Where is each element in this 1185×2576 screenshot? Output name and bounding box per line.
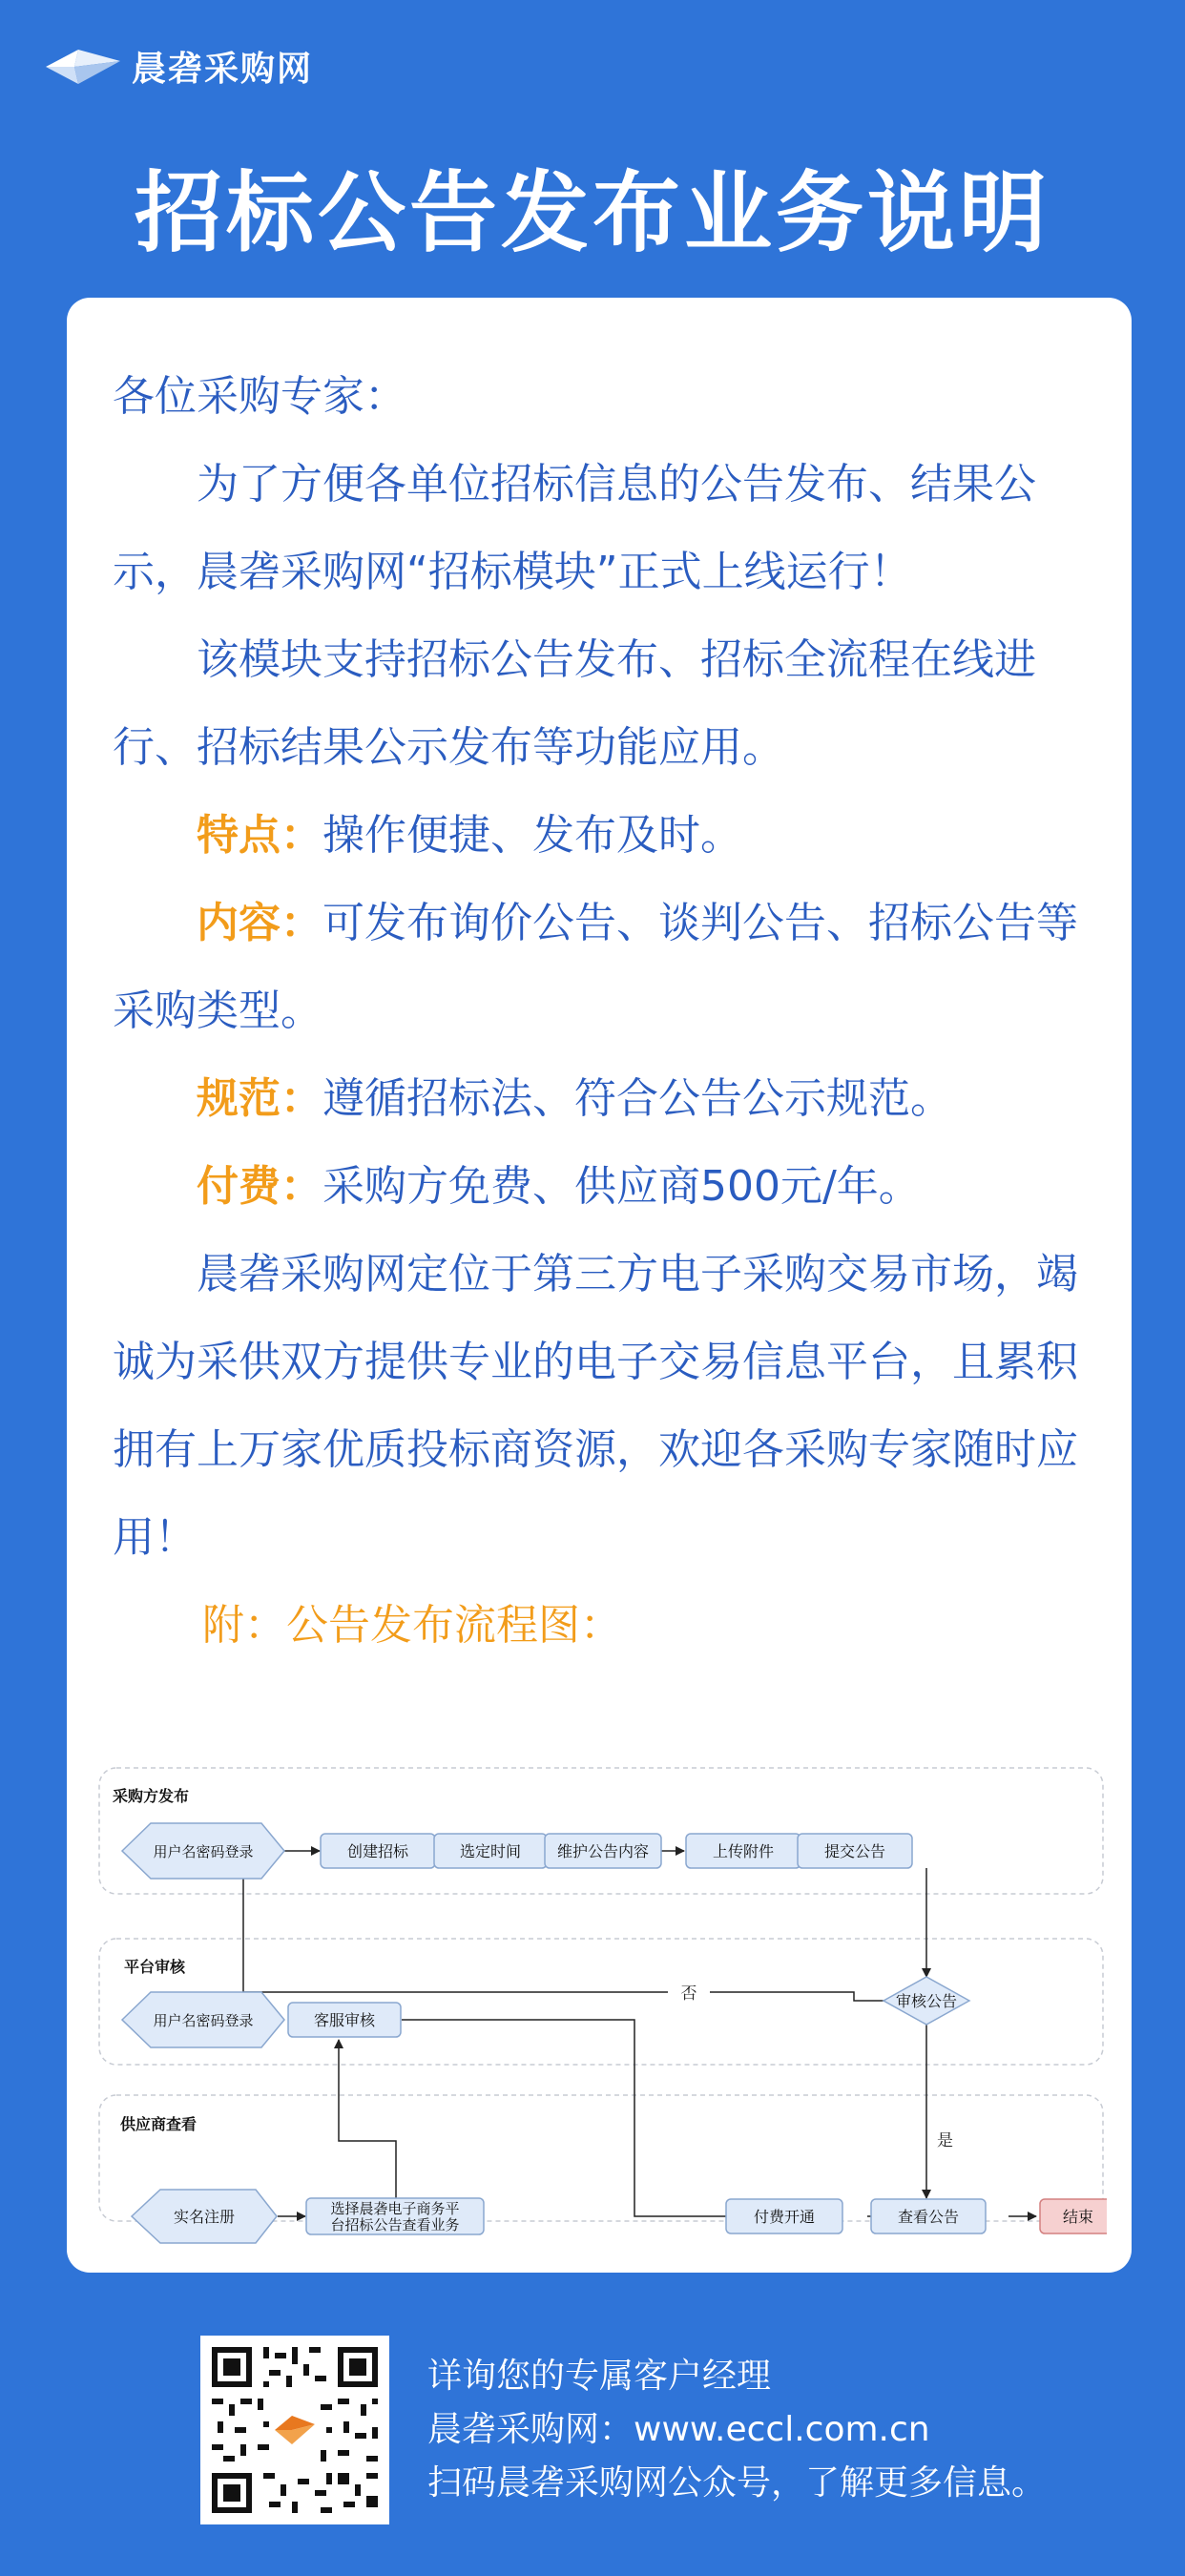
node-label: 客服审核 bbox=[313, 2011, 376, 2029]
wechat-line: 扫码晨砻采购网公众号，了解更多信息。 bbox=[427, 2463, 1047, 2503]
footer bbox=[200, 2336, 1046, 2524]
greeting: 各位采购专家： bbox=[113, 372, 406, 421]
node-label: 提交公告 bbox=[823, 1842, 886, 1860]
node-label: 上传附件 bbox=[712, 1842, 775, 1860]
node-label: 创建招标 bbox=[346, 1842, 409, 1860]
flowchart bbox=[95, 1767, 1107, 2265]
feature-label: 付费： bbox=[197, 1162, 322, 1211]
feature-text: 遵循招标法、符合公告公示规范。 bbox=[322, 1074, 952, 1123]
node-label: 查看公告 bbox=[897, 2208, 960, 2226]
paragraph-module: 该模块支持招标公告发布、招标全流程在线进行、招标结果公示发布等功能应用。 bbox=[113, 635, 1036, 772]
paragraph-intro: 为了方便各单位招标信息的公告发布、结果公示，晨砻采购网“招标模块”正式上线运行！ bbox=[113, 460, 1036, 596]
content-card bbox=[67, 298, 1132, 2273]
feature-label: 规范： bbox=[197, 1074, 322, 1123]
qr-code[interactable] bbox=[200, 2336, 389, 2524]
feature-label: 特点： bbox=[197, 811, 322, 860]
article-body bbox=[113, 353, 1095, 1670]
feature-label: 内容： bbox=[197, 899, 322, 947]
flowchart-caption: 附：公告发布流程图： bbox=[202, 1601, 622, 1650]
node-label: 维护公告内容 bbox=[556, 1842, 650, 1860]
edge-label-yes: 是 bbox=[937, 2131, 953, 2150]
node-label: 付费开通 bbox=[753, 2208, 816, 2226]
node-label: 结束 bbox=[1062, 2208, 1094, 2226]
feature-ease bbox=[113, 792, 1095, 880]
node-label: 选择晨砻电子商务平 bbox=[330, 2200, 460, 2217]
lane-label: 平台审核 bbox=[124, 1958, 186, 1976]
contact-line: 详询您的专属客户经理 bbox=[427, 2357, 772, 2396]
node-label: 实名注册 bbox=[173, 2208, 236, 2226]
node-label: 选定时间 bbox=[459, 1842, 522, 1860]
feature-text: 可发布询价公告、谈判公告、招标公告等采购类型。 bbox=[113, 899, 1078, 1035]
page-title: 招标公告发布业务说明 bbox=[134, 162, 1050, 264]
node-label: 用户名密码登录 bbox=[153, 1843, 254, 1860]
node-label: 审核公告 bbox=[895, 1992, 958, 2010]
lane-label: 供应商查看 bbox=[120, 2115, 198, 2133]
feature-content bbox=[113, 880, 1095, 1055]
node-label: 台招标公告查看业务 bbox=[330, 2216, 460, 2233]
brand-logo bbox=[46, 42, 313, 91]
website-line[interactable]: 晨砻采购网：www.eccl.com.cn bbox=[427, 2410, 930, 2449]
feature-text: 操作便捷、发布及时。 bbox=[322, 811, 742, 860]
brand-name: 晨砻采购网 bbox=[132, 50, 314, 89]
contact-info bbox=[427, 2350, 1046, 2510]
edge-label-no: 否 bbox=[680, 1984, 697, 2004]
feature-text: 采购方免费、供应商500元/年。 bbox=[322, 1162, 921, 1211]
node-label: 用户名密码登录 bbox=[153, 2012, 254, 2029]
lane-label: 采购方发布 bbox=[113, 1787, 190, 1805]
paragraph-positioning: 晨砻采购网定位于第三方电子采购交易市场，竭诚为采供双方提供专业的电子交易信息平台，且累积拥有上万家优质投标商资源，欢迎各采购专家随时应用！ bbox=[113, 1250, 1078, 1562]
feature-standard bbox=[113, 1055, 1095, 1143]
logo-icon bbox=[46, 46, 120, 88]
feature-fee bbox=[113, 1143, 1095, 1231]
